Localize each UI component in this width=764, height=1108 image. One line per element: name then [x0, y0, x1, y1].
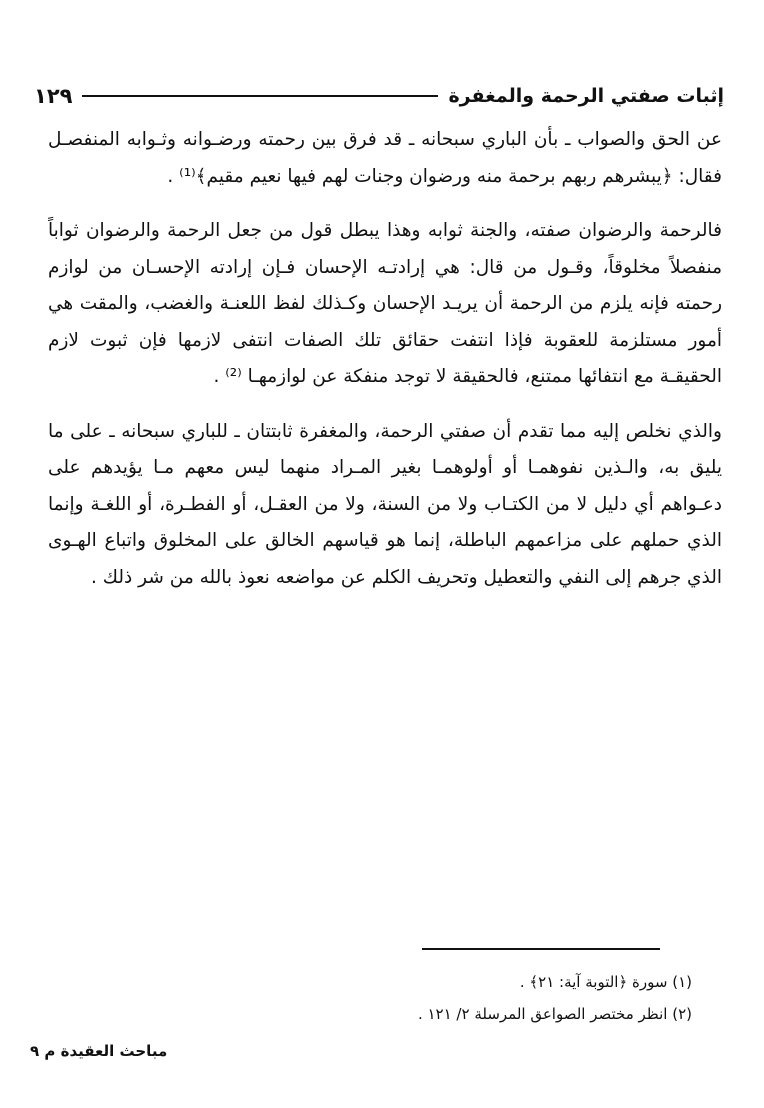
footnotes: [48, 966, 692, 1030]
paragraph-1: عن الحق والصواب ـ بأن الباري سبحانه ـ قد فرق بين رحمته ورضـوانه وثـوابه المنفصـل فقال: ﴿يبشرهم ربهم برحمة منه ورضوان وجنات لهم فيها نعيم مقيم﴾⁽¹⁾ .: [48, 129, 722, 187]
signature-mark: مباحث العقيدة م ٩: [30, 1042, 168, 1060]
running-head: [34, 82, 724, 110]
footnote-1: (١) سورة ﴿التوبة آية: ٢١﴾ .: [519, 973, 692, 991]
paragraph-3: والذي نخلص إليه مما تقدم أن صفتي الرحمة، والمغفرة ثابتتان ـ للباري سبحانه ـ على ما يليق به، والـذين نفوهمـا أو أولوهمـا بغير المـراد منهما ليس معهم مـا يؤيدهم على دعـواهم أي دليل لا من الكتـاب ولا من السنة، ولا من العقـل، أو الفطـرة، أو اللغـة وإنما الذي حملهم على مزاعمهم الباطلة، إنما هو قياسهم الخالق على المخلوق واتباع الهـوى الذي جرهم إلى النفي والتعطيل وتحريف الكلم عن مواضعه نعوذ بالله من شر ذلك .: [48, 420, 722, 588]
footnote-rule: [422, 948, 660, 950]
header-rule: [82, 95, 438, 97]
page-number: ١٢٩: [34, 84, 73, 108]
page-title: إثبات صفتي الرحمة والمغفرة: [448, 85, 724, 107]
footnote-2: (٢) انظر مختصر الصواعق المرسلة ٢/ ١٢١ .: [417, 1005, 692, 1023]
body-text: [48, 122, 722, 596]
paragraph-2: فالرحمة والرضوان صفته، والجنة ثوابه وهذا يبطل قول من جعل الرحمة والرضوان ثواباً منفصلاً مخلوقاً، وقـول من قال: هي إرادتـه الإحسان فـإن إرادته الإحسـان من لوازم رحمته فإنه يلزم من الرحمة أن يريـد الإحسان وكـذلك لفظ اللعنـة والغضب، والمقت هي أمور مستلزمة للعقوبة فإذا انتفت حقائق تلك الصفات انتفى لازمها فإن ثبوت لازم الحقيقـة مع انتفائها ممتنع، فالحقيقة لا توجد منفكة عن لوازمهـا ⁽²⁾ .: [48, 220, 722, 387]
